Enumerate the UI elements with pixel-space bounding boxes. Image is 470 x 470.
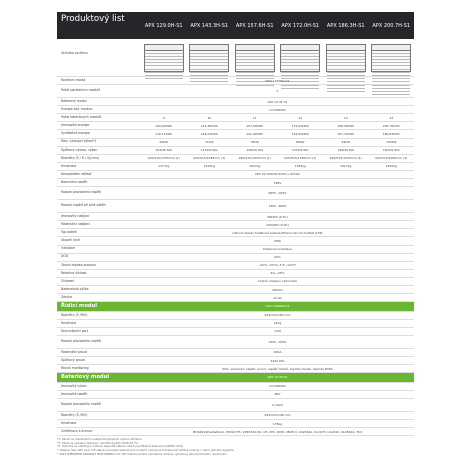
row-value: CAN bbox=[274, 329, 281, 334]
spec-row bbox=[57, 130, 414, 138]
spec-row bbox=[57, 286, 414, 294]
row-value: APX 30-100kW-HA50-x střídač bbox=[254, 172, 301, 177]
row-value: 143,36kWh bbox=[200, 123, 218, 128]
row-value: 103kW 60s bbox=[155, 148, 173, 153]
row-value: 925/515/1935mm (1) bbox=[329, 156, 362, 161]
row-value: 137kW 60s bbox=[291, 148, 309, 153]
section-control-module bbox=[57, 302, 414, 312]
row-value: 200A bbox=[273, 350, 282, 355]
row-value: 200kWh (0.9C) bbox=[266, 222, 289, 227]
row-value: 925/515/2085mm (1) bbox=[375, 156, 408, 161]
row-value: 925/515/1635mm (1) bbox=[238, 156, 271, 161]
footnote: * 2023 SHENZHEN GROWATT NEW ENERGY CO.,LTD Všechna práva vyhrazena. Změny vyhrazeny bez předchozího upozornění. bbox=[57, 451, 228, 456]
row-label: Hlavní monitoring bbox=[61, 365, 89, 370]
row-value: 1377kg bbox=[158, 164, 170, 169]
model-name: APX 186.3H-S1 bbox=[326, 22, 365, 29]
row-value: 768V bbox=[273, 180, 282, 185]
row-label: Chlazení bbox=[61, 278, 75, 283]
row-value: 13 bbox=[343, 115, 348, 120]
row-value: 1 bbox=[276, 89, 279, 94]
battery-cabinet-icon bbox=[235, 44, 275, 72]
row-value: 129,02kWh bbox=[200, 132, 218, 137]
spec-row bbox=[57, 98, 414, 106]
battery-cabinet-icon bbox=[371, 44, 411, 72]
diagram-cell bbox=[232, 39, 278, 76]
row-value: 126kW 60s bbox=[246, 148, 264, 153]
row-value: 116,11kWh bbox=[155, 132, 173, 137]
spec-row bbox=[57, 349, 414, 357]
row-value: 10 let bbox=[273, 295, 282, 300]
row-value: 180,63kWh bbox=[382, 132, 400, 137]
diagram-cell bbox=[278, 39, 324, 76]
spec-row bbox=[57, 187, 414, 200]
row-value: 12 bbox=[298, 115, 303, 120]
row-value: 5%~95% bbox=[270, 271, 285, 276]
row-value: 100kW bbox=[386, 140, 397, 145]
row-value: 1917kg bbox=[340, 164, 352, 169]
row-value: 71kW bbox=[204, 140, 214, 145]
row-value: 0-102V bbox=[272, 402, 283, 407]
row-label: Rozměry (Š / H / V)(mm) bbox=[61, 155, 99, 160]
spec-row bbox=[57, 213, 414, 221]
row-value: 172,03kWh bbox=[291, 123, 309, 128]
row-label: Kontrolní modul bbox=[61, 77, 86, 82]
spec-row bbox=[57, 237, 414, 245]
diagram-cell bbox=[141, 39, 187, 76]
row-value: 141,92kWh bbox=[246, 132, 264, 137]
spec-row bbox=[57, 312, 414, 320]
row-value: 11 bbox=[252, 115, 257, 120]
row-label: Rozsah napětí při plné zátěži bbox=[61, 203, 106, 208]
row-label: Počet paralelních modulů bbox=[61, 88, 101, 93]
diagram-cell bbox=[369, 39, 415, 76]
row-label: Rozměry (Š /H/V) bbox=[61, 412, 88, 417]
spec-row bbox=[57, 391, 414, 399]
row-label: Okolní teplota provozu bbox=[61, 262, 96, 267]
row-value: 157,69kWh bbox=[246, 123, 264, 128]
row-label: Energie bat. modulu bbox=[61, 107, 93, 112]
spec-row bbox=[57, 200, 414, 213]
row-label: Rozsah provozního napětí bbox=[61, 402, 101, 407]
diagram-cell bbox=[187, 39, 233, 76]
row-label: Špičkový výstup. výkon bbox=[61, 147, 98, 152]
spec-row bbox=[57, 328, 414, 336]
row-label: Využitelná energie bbox=[61, 131, 90, 136]
row-label: Jmenovitý výkon bbox=[61, 383, 87, 388]
row-value: Postavení instalace bbox=[263, 247, 292, 252]
row-value: 64kW bbox=[159, 140, 169, 145]
section-model: HVC 100000-C1 bbox=[141, 302, 414, 311]
row-value: 167,72kWh bbox=[337, 132, 355, 137]
row-label: Certifikace a licence bbox=[61, 428, 93, 433]
row-value: -20°C~50°C(-4°F~122°F bbox=[258, 263, 297, 268]
row-label: Nadmořská výška bbox=[61, 286, 89, 291]
row-value: 9 bbox=[162, 115, 165, 120]
battery-module-icon bbox=[236, 82, 274, 85]
row-label: Relativní vlhkost bbox=[61, 270, 87, 275]
spec-row bbox=[57, 147, 414, 155]
spec-header bbox=[57, 12, 414, 39]
row-value: IP66 bbox=[274, 238, 281, 243]
row-value: 4000m bbox=[272, 287, 283, 292]
footnote: *2: Všechna uvedená data jsou naměřena (APX 100D-40 ºC) bbox=[57, 440, 139, 445]
spec-row bbox=[57, 412, 414, 420]
spec-row bbox=[57, 294, 414, 302]
spec-row bbox=[57, 122, 414, 130]
row-value: Lithium železo fosfátová baterie(lithium-ferrum fosfát) (LFP) bbox=[232, 230, 323, 235]
row-value: 10 bbox=[207, 115, 212, 120]
footnote: *3: Hodnota se vztahuje k celkové kapacitě baterie, která je průběžně testována (NMAC 25%) bbox=[57, 444, 184, 449]
row-label: Jmenovitý nabíjecí bbox=[61, 213, 90, 218]
spec-row bbox=[57, 357, 414, 365]
row-value: Chytré chlazení vzduchem bbox=[257, 279, 298, 284]
row-value: 14,336kWh bbox=[268, 384, 287, 389]
row-label: Jmenovité napětí bbox=[61, 391, 88, 396]
spec-sheet bbox=[57, 12, 414, 456]
row-value: 720V~880V bbox=[268, 204, 287, 209]
battery-cabinet-icon bbox=[326, 44, 366, 72]
row-value: 1782kg bbox=[294, 164, 306, 169]
row-value: 80V bbox=[274, 392, 281, 397]
row-value: 129,02kWh bbox=[155, 123, 173, 128]
spec-row bbox=[57, 114, 414, 122]
row-label: Rozměry (Š /H/V) bbox=[61, 312, 88, 317]
spec-row bbox=[57, 106, 414, 114]
row-label: Nominální napětí bbox=[61, 179, 88, 184]
row-value: 90% bbox=[274, 255, 281, 260]
row-label: Hmotnost bbox=[61, 320, 77, 325]
row-label: Rozsah provozního napětí bbox=[61, 190, 101, 195]
spec-row bbox=[57, 221, 414, 229]
row-label: Maximální proud bbox=[61, 349, 87, 354]
spec-row bbox=[57, 171, 414, 179]
row-label: Maximální nabíjecí bbox=[61, 222, 90, 227]
row-value: 925/515/1335mm (1) bbox=[147, 156, 180, 161]
row-label: Kompatibilní střídač bbox=[61, 171, 92, 176]
row-value: 1950kg bbox=[385, 164, 397, 169]
row-value: 1647kg bbox=[249, 164, 261, 169]
battery-cabinet-icon bbox=[189, 44, 229, 72]
spec-row bbox=[57, 278, 414, 286]
row-label: Stupeň krytí bbox=[61, 238, 80, 243]
row-label: Špičkový proud bbox=[61, 357, 85, 362]
spec-row bbox=[57, 229, 414, 237]
row-value: 135kg bbox=[272, 421, 283, 426]
row-value: APX 14.3F-S1 bbox=[267, 99, 288, 104]
battery-cabinet-icon bbox=[144, 44, 184, 72]
row-label: Bateriový modul bbox=[61, 98, 87, 103]
row-value: 149kW 60s bbox=[337, 148, 355, 153]
model-name: APX 157.6H-S1 bbox=[235, 22, 274, 29]
row-value: 150V~950V bbox=[268, 339, 287, 344]
row-value: SOC, sledování napětí, proud, napětí článků, teplota článku, teplota PCBA bbox=[222, 366, 333, 371]
system-spec-table bbox=[57, 77, 414, 302]
diagram-label: Skladba systému bbox=[61, 51, 89, 55]
row-value: 655V~945V bbox=[268, 191, 287, 196]
row-label: DOD bbox=[61, 254, 69, 259]
system-diagram-row bbox=[57, 39, 414, 77]
row-value: 58kWh (0.5C) bbox=[267, 214, 288, 219]
row-label: Komunikační port bbox=[61, 328, 89, 333]
spec-row bbox=[57, 420, 414, 428]
row-value: 224A 60s bbox=[270, 358, 285, 363]
spec-row bbox=[57, 399, 414, 412]
spec-row bbox=[57, 270, 414, 278]
row-label: Záruka bbox=[61, 294, 72, 299]
model-name: APX 200.7H-S1 bbox=[372, 22, 411, 29]
certification-row bbox=[57, 428, 414, 436]
spec-row bbox=[57, 163, 414, 171]
row-value: 14,336kWh bbox=[268, 107, 287, 112]
footnote: *1: Závisí na maximálním nabíjecím/vybíjecím výkonu střídače bbox=[57, 437, 142, 442]
row-label: Hmotnost bbox=[61, 420, 77, 425]
row-label: Typ baterií bbox=[61, 230, 78, 235]
row-label: Max. výstupní výkon*1 bbox=[61, 139, 97, 144]
row-value: 186,36kWh bbox=[337, 123, 355, 128]
spec-row bbox=[57, 139, 414, 147]
battery-module-table bbox=[57, 383, 414, 428]
spec-row bbox=[57, 336, 414, 349]
row-value: 154,82kWh bbox=[291, 132, 309, 137]
row-label: Počet bateriových modulů bbox=[61, 115, 102, 120]
control-module-table bbox=[57, 312, 414, 374]
spec-row bbox=[57, 383, 414, 391]
section-battery-module bbox=[57, 373, 414, 383]
spec-row bbox=[57, 246, 414, 254]
row-label: Jmenovitá energie bbox=[61, 123, 90, 128]
spec-row bbox=[57, 155, 414, 163]
row-value: 1515kg bbox=[203, 164, 215, 169]
row-value: HVC 100000-C1 bbox=[265, 78, 290, 83]
row-value: 22kg bbox=[273, 321, 282, 326]
spec-row bbox=[57, 179, 414, 187]
row-value: 114kW 60s bbox=[200, 148, 218, 153]
battery-cabinet-icon bbox=[280, 44, 320, 72]
model-name: APX 172.0H-S1 bbox=[281, 22, 320, 29]
row-value: 86kW bbox=[295, 140, 305, 145]
row-value: 200,70kWh bbox=[382, 123, 400, 128]
footnotes bbox=[57, 438, 414, 456]
row-value: 925/515/1485mm (1) bbox=[193, 156, 226, 161]
section-title: Řídicí modul bbox=[57, 302, 141, 311]
spec-row bbox=[57, 320, 414, 328]
section-model: APX 14.3F-S1 bbox=[141, 373, 414, 382]
row-value: 925/515/180 mm bbox=[264, 313, 291, 318]
spec-title: Produktový list bbox=[61, 14, 125, 24]
row-value: IEC62619(Cell&Pack), IEC62735, VDE2510-50, CE, CEC, RCM, UN38.3, UL9540A, UL1973, UL1642, UL9540A, TCC bbox=[192, 429, 363, 434]
spec-row bbox=[57, 254, 414, 262]
row-value: 14 bbox=[389, 115, 394, 120]
spec-row bbox=[57, 365, 414, 373]
diagram-cell bbox=[323, 39, 369, 76]
footnote: *: Baterie řady APX musí mít stejné provedení bateriových modulů, nemají se kombinovat odlišné moduly v rámci jednoho systému bbox=[57, 447, 235, 452]
row-value: 160kW 60s bbox=[382, 148, 400, 153]
row-label: Rozsah provozního napětí bbox=[61, 339, 101, 344]
row-label: Instalace bbox=[61, 246, 75, 251]
row-label: Hmotnost bbox=[61, 163, 77, 168]
row-value: 925/515/1785mm (1) bbox=[284, 156, 317, 161]
section-title: Bateriový modul bbox=[57, 373, 141, 382]
spec-row bbox=[57, 262, 414, 270]
model-name: APX 143.3H-S1 bbox=[190, 22, 229, 29]
row-value: 925/515/148 mm bbox=[264, 413, 291, 418]
model-name: APX 129.0H-S1 bbox=[144, 22, 183, 29]
row-value: 93kW bbox=[341, 140, 351, 145]
row-value: 78kW bbox=[250, 140, 260, 145]
